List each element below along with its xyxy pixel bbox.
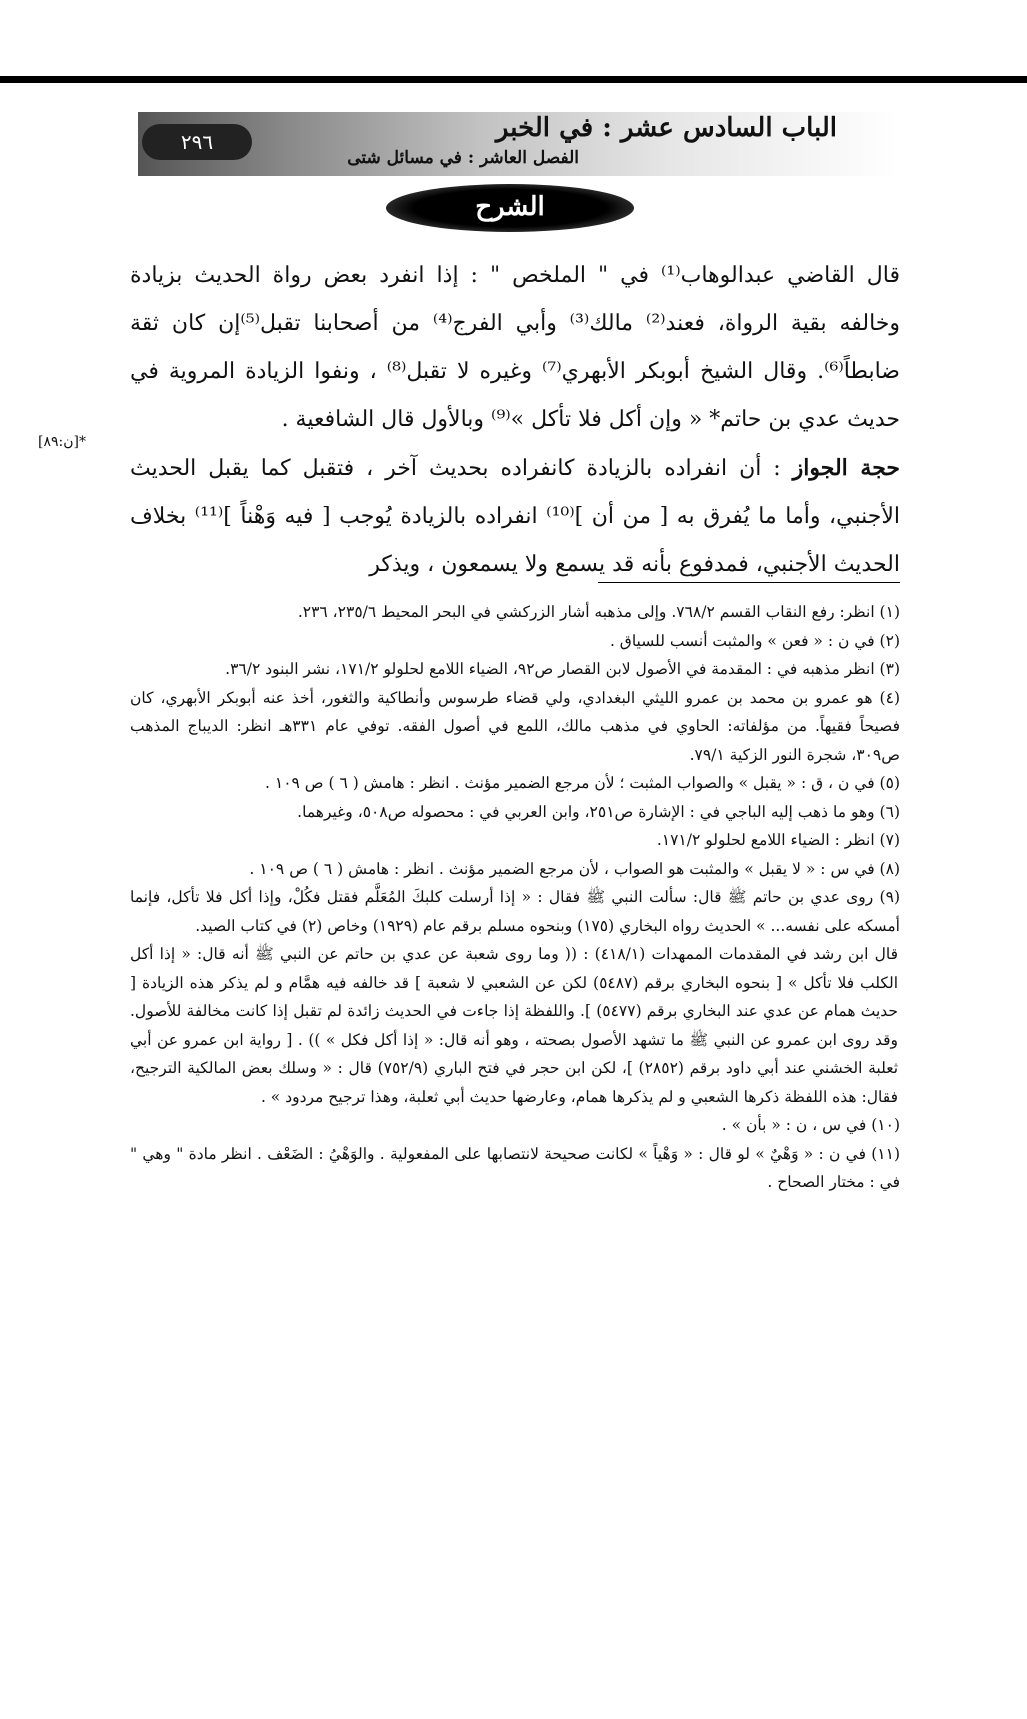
footnote-3: (٣) انظر مذهبه في : المقدمة في الأصول لابن القصار ص٩٢، الضياء اللامع لحلولو ١٧١/٢، نشر البنود ٣٦/٢. xyxy=(225,660,900,678)
page-number: ٢٩٦ xyxy=(142,124,252,160)
footnote-7: (٧) انظر : الضياء اللامع لحلولو ١٧١/٢. xyxy=(656,831,900,849)
footnote-4: (٤) هو عمرو بن محمد بن عمرو الليثي البغدادي، ولي قضاء طرسوس وأنطاكية والثغور، أخذ عنه أبوبكر الأبهري، كان فصيحاً فقيهاً. من مؤلفاته: الحاوي في مذهب مالك، اللمع في أصول الفقه. توفي عام ٣٣١هـ انظر: الديباج المذهب ص٣٠٩، شجرة النور الزكية ٧٩/١. xyxy=(130,688,901,764)
footnote-10: (١٠) في س ، ن : « بأن » . xyxy=(721,1116,900,1134)
footnote-2: (٢) في ن : « فعن » والمثبت أنسب للسياق . xyxy=(609,631,900,650)
paragraph-1: قال القاضي عبدالوهاب⁽¹⁾ في " الملخص " : إذا انفرد بعض رواة الحديث بزيادة وخالفه بقية الرواة، فعند⁽²⁾ مالك⁽³⁾ وأبي الفرج⁽⁴⁾ من أصحابنا تقبل⁽⁵⁾إن كان ثقة ضابطاً⁽⁶⁾. وقال الشيخ أبوبكر الأبهري⁽⁷⁾ وغيره لا تقبل⁽⁸⁾ ، ونفوا الزيادة المروية في حديث عدي بن حاتم* « وإن أكل فلا تأكل »⁽⁹⁾ وبالأول قال الشافعية . xyxy=(130,263,901,432)
main-text xyxy=(130,252,900,589)
margin-reference: [ن:٨٩]* xyxy=(38,434,86,450)
footnote-5: (٥) في ن ، ق : « يقبل » والصواب المثبت ؛ لأن مرجع الضمير مؤنث . انظر : هامش ( ٦ ) ص ١٠٩ . xyxy=(265,774,900,792)
chapter-title: الباب السادس عشر : في الخبر xyxy=(495,113,837,143)
top-rule xyxy=(0,76,1027,83)
footnote-6: (٦) وهو ما ذهب إليه الباجي في : الإشارة ص٢٥١، وابن العربي في : محصوله ص٥٠٨، وغيرهما. xyxy=(297,802,900,821)
footnote-11: (١١) في ن : « وَهْيٌ » لو قال : « وَهْياً » لكانت صحيحة لانتصابها على المفعولية . والوَهْيُ : الضَعْف . انظر مادة " وهي " في : مختار الصحاح . xyxy=(130,1144,900,1191)
footnote-8: (٨) في س : « لا يقبل » والمثبت هو الصواب ، لأن مرجع الضمير مؤنث . انظر : هامش ( ٦ ) ص ١٠٩ . xyxy=(249,859,900,878)
footnote-9: (٩) روى عدي بن حاتم ﷺ قال: سألت النبي ﷺ فقال : « إذا أرسلت كلبكَ المُعَلَّم فقتل فكُلْ، وإذا أكل فلا تأكل، فإنما أمسكه على نفسه... » الحديث رواه البخاري (١٧٥) وبنحوه مسلم برقم عام (١٩٢٩) وخاص (٢) في كتاب الصيد. xyxy=(130,888,900,935)
paragraph-2-text: : أن انفراده بالزيادة كانفراده بحديث آخر ، فتقبل كما يقبل الحديث الأجنبي، وأما ما يُفرق به [ من أن ]⁽¹⁰⁾ انفراده بالزيادة يُوجب [ فيه وَهْناً ]⁽¹¹⁾ بخلاف الحديث الأجنبي، فمدفوع بأنه قد يسمع ولا يسمعون ، ويذكر xyxy=(130,456,900,577)
paragraph-2-lead: حجة الجواز xyxy=(792,455,900,481)
paragraph-2 xyxy=(130,444,900,589)
sharh-badge: الشرح xyxy=(386,184,634,232)
footnote-9-continued: قال ابن رشد في المقدمات الممهدات (٤١٨/١) : (( وما روى شعبة عن عدي بن حاتم عن النبي ﷺ أنه قال: « إذا أكل الكلب فلا تأكل » [ بنحوه البخاري برقم (٥٤٨٧) لكن عن الشعبي لا شعبة ] قد خالفه فيه همَّام و لم يذكر هذه الزيادة [ حديث همام عن عدي عند البخاري برقم (٥٤٧٧) ]. واللفظة إذا جاءت في الحديث زائدة لم تقبل إذا كانت مخالفة للأصول. وقد روى ابن عمرو عن النبي ﷺ ما تشهد الأصول بصحته ، وهو أنه قال: « إذا أكل فكل » )) . [ رواية ابن عمرو عن أبي ثعلبة الخشني عند أبي داود برقم (٢٨٥٢) ]، لكن ابن حجر في فتح الباري (٧٥٢/٩) قال : « وسلك بعض المالكية الترجيح، فقال: هذه اللفظة ذكرها الشعبي و لم يذكرها همام، وعارضها حديث أبي ثعلبة، وهذا ترجيح مردود » . xyxy=(130,945,899,1106)
footnote-1: (١) انظر: رفع النقاب القسم ٧٦٨/٢. وإلى مذهبه أشار الزركشي في البحر المحيط ٢٣٥/٦، ٢٣٦. xyxy=(297,603,900,621)
section-title: الفصل العاشر : في مسائل شتى xyxy=(347,148,579,168)
footnotes xyxy=(130,598,900,1197)
footnote-separator xyxy=(598,582,900,583)
